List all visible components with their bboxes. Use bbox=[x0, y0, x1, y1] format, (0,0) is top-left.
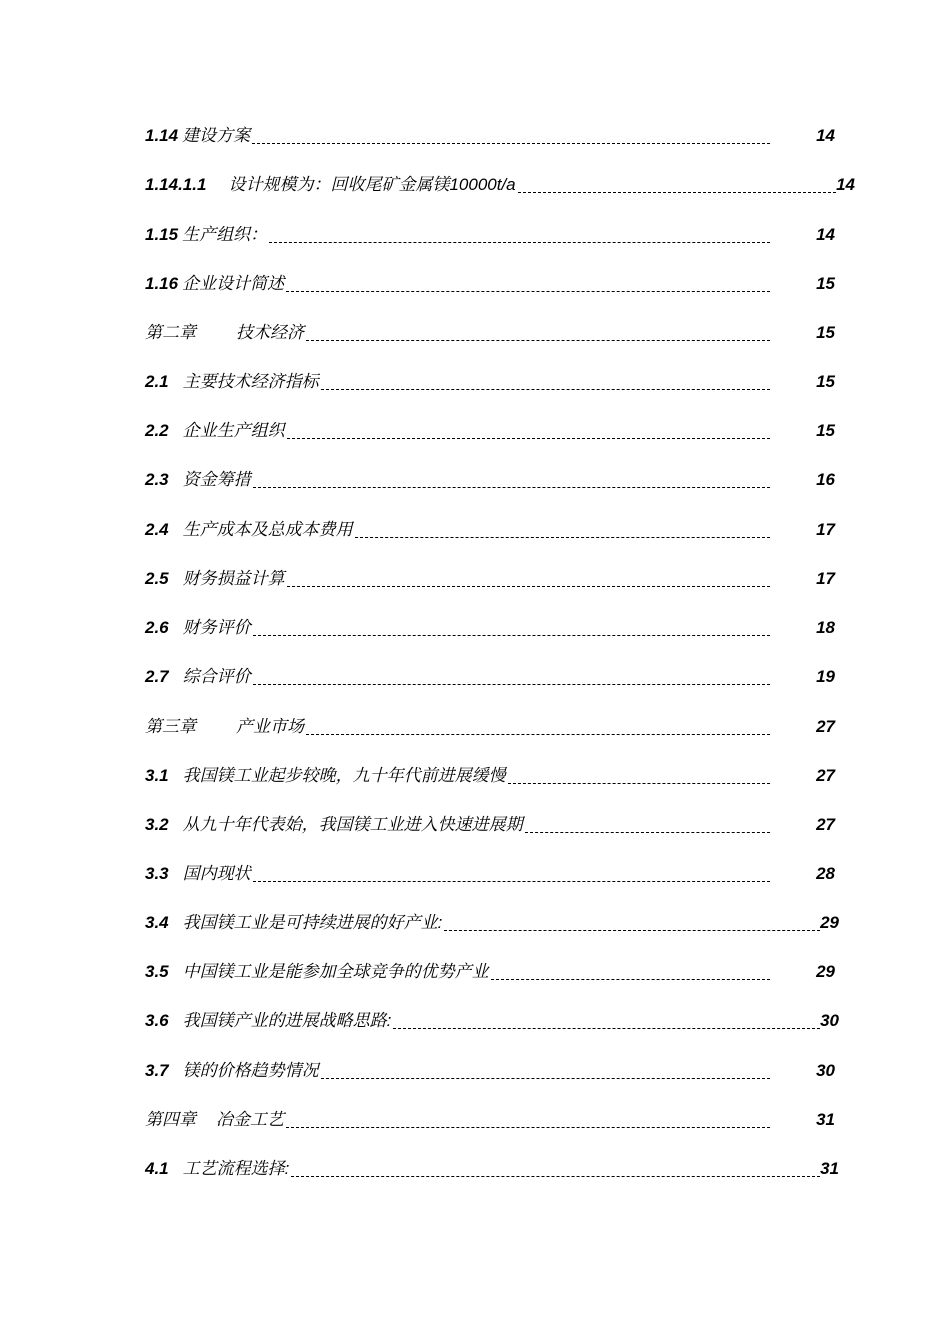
toc-leader bbox=[306, 340, 770, 341]
toc-entry-page: 27 bbox=[816, 815, 835, 834]
toc-entry[interactable] bbox=[145, 564, 835, 594]
toc-entry-page: 29 bbox=[816, 962, 835, 981]
toc-entry-title: 中国镁工业是能参加全球竞争的优势产业 bbox=[182, 962, 489, 981]
toc-chapter-number: 第三章 bbox=[145, 717, 196, 736]
toc-entry-title: 从九十年代表始，我国镁工业进入快速进展期 bbox=[182, 815, 523, 834]
toc-entry[interactable] bbox=[145, 170, 855, 200]
toc-entry[interactable] bbox=[145, 859, 835, 889]
toc-entry-number: 3.7 bbox=[145, 1061, 169, 1080]
toc-entry-title: 生产成本及总成本费用 bbox=[182, 520, 353, 539]
toc-leader bbox=[286, 291, 770, 292]
toc-leader bbox=[518, 192, 836, 193]
toc-entry[interactable] bbox=[145, 465, 835, 495]
toc-entry-page: 16 bbox=[816, 470, 835, 489]
toc-entry-page: 19 bbox=[816, 667, 835, 686]
toc-entry-number: 2.6 bbox=[145, 618, 169, 637]
toc-entry-title: 技术经济 bbox=[236, 323, 304, 342]
toc-entry-number: 2.5 bbox=[145, 569, 169, 588]
toc-entry-number: 3.1 bbox=[145, 766, 169, 785]
toc-entry-title: 主要技术经济指标 bbox=[182, 372, 319, 391]
toc-entry[interactable] bbox=[145, 220, 835, 250]
toc-entry-number: 2.2 bbox=[145, 421, 169, 440]
toc-entry-title: 我国镁工业是可持续进展的好产业: bbox=[182, 913, 443, 932]
toc-entry[interactable] bbox=[145, 908, 839, 938]
toc-entry-page: 28 bbox=[816, 864, 835, 883]
toc-entry-page: 15 bbox=[816, 421, 835, 440]
toc-entry-page: 31 bbox=[820, 1159, 839, 1178]
toc-entry-number: 3.2 bbox=[145, 815, 169, 834]
toc-entry-title: 财务评价 bbox=[182, 618, 251, 637]
toc-entry[interactable] bbox=[145, 269, 835, 299]
toc-entry-title: 企业生产组织 bbox=[182, 421, 285, 440]
toc-entry-page: 14 bbox=[836, 175, 855, 194]
toc-entry-page: 17 bbox=[816, 569, 835, 588]
toc-entry-page: 30 bbox=[820, 1011, 839, 1030]
toc-entry-number: 2.4 bbox=[145, 520, 169, 539]
toc-leader bbox=[393, 1028, 820, 1029]
toc-leader bbox=[253, 635, 770, 636]
toc-entry-title: 建设方案 bbox=[182, 126, 251, 145]
toc-leader bbox=[306, 734, 770, 735]
toc-leader bbox=[269, 242, 770, 243]
toc-entry-number: 2.7 bbox=[145, 667, 169, 686]
toc-entry-page: 14 bbox=[816, 126, 835, 145]
toc-entry-page: 15 bbox=[816, 372, 835, 391]
toc-entry-title: 综合评价 bbox=[182, 667, 251, 686]
toc-entry-number: 2.1 bbox=[145, 372, 169, 391]
toc-entry-title: 镁的价格趋势情况 bbox=[182, 1061, 319, 1080]
toc-chapter-number: 第二章 bbox=[145, 323, 196, 342]
toc-entry-number: 1.14 bbox=[145, 126, 179, 145]
toc-entry-page: 27 bbox=[816, 717, 835, 736]
toc-entry[interactable] bbox=[145, 515, 835, 545]
toc-leader bbox=[253, 684, 770, 685]
toc-entry-title: 资金筹措 bbox=[182, 470, 251, 489]
toc-entry-title: 我国镁工业起步较晚，九十年代前进展缓慢 bbox=[182, 766, 506, 785]
toc-entry-page: 17 bbox=[816, 520, 835, 539]
toc-chapter-entry[interactable] bbox=[145, 712, 835, 742]
toc-entry-title: 生产组织： bbox=[182, 225, 268, 244]
toc-entry[interactable] bbox=[145, 662, 835, 692]
toc-entry-number: 2.3 bbox=[145, 470, 169, 489]
toc-leader bbox=[291, 1176, 820, 1177]
toc-entry[interactable] bbox=[145, 1056, 835, 1086]
toc-entry-number: 1.15 bbox=[145, 225, 179, 244]
toc-chapter-entry[interactable] bbox=[145, 1105, 835, 1135]
toc-entry[interactable] bbox=[145, 121, 835, 151]
toc-entry-title: 工艺流程选择: bbox=[182, 1159, 290, 1178]
toc-entry-page: 15 bbox=[816, 323, 835, 342]
toc-entry-title: 我国镁产业的进展战略思路: bbox=[182, 1011, 392, 1030]
toc-entry[interactable] bbox=[145, 1154, 839, 1184]
toc-entry-page: 29 bbox=[820, 913, 839, 932]
toc-chapter-number: 第四章 bbox=[145, 1110, 196, 1129]
toc-leader bbox=[321, 389, 770, 390]
toc-entry-title: 国内现状 bbox=[182, 864, 251, 883]
toc-leader bbox=[287, 586, 770, 587]
toc-leader bbox=[355, 537, 770, 538]
toc-entry-number: 3.4 bbox=[145, 913, 169, 932]
toc-entry-number: 4.1 bbox=[145, 1159, 169, 1178]
toc-entry-title: 财务损益计算 bbox=[182, 569, 285, 588]
toc-entry[interactable] bbox=[145, 416, 835, 446]
toc-entry-number: 1.14.1.1 bbox=[145, 175, 207, 194]
toc-leader bbox=[525, 832, 770, 833]
toc-leader bbox=[252, 143, 770, 144]
toc-leader bbox=[286, 1127, 770, 1128]
toc-entry-page: 31 bbox=[816, 1110, 835, 1129]
toc-entry-number: 3.5 bbox=[145, 962, 169, 981]
toc-entry-page: 18 bbox=[816, 618, 835, 637]
toc-entry-title: 冶金工艺 bbox=[216, 1110, 284, 1129]
toc-entry-page: 30 bbox=[816, 1061, 835, 1080]
toc-leader bbox=[287, 438, 770, 439]
toc-leader bbox=[491, 979, 770, 980]
toc-entry[interactable] bbox=[145, 957, 835, 987]
toc-leader bbox=[444, 930, 820, 931]
toc-leader bbox=[508, 783, 770, 784]
toc-entry[interactable] bbox=[145, 1006, 839, 1036]
toc-leader bbox=[321, 1078, 770, 1079]
toc-entry-page: 15 bbox=[816, 274, 835, 293]
toc-entry-number: 1.16 bbox=[145, 274, 179, 293]
toc-entry[interactable] bbox=[145, 613, 835, 643]
toc-entry-number: 3.6 bbox=[145, 1011, 169, 1030]
toc-entry-title: 产业市场 bbox=[236, 717, 304, 736]
toc-entry-title: 企业设计简述 bbox=[182, 274, 285, 293]
toc-leader bbox=[253, 881, 770, 882]
toc-entry-page: 27 bbox=[816, 766, 835, 785]
toc-entry-page: 14 bbox=[816, 225, 835, 244]
toc-entry-number: 3.3 bbox=[145, 864, 169, 883]
toc-entry[interactable] bbox=[145, 367, 835, 397]
toc-entry[interactable] bbox=[145, 761, 835, 791]
toc-leader bbox=[253, 487, 770, 488]
toc-chapter-entry[interactable] bbox=[145, 318, 835, 348]
toc-entry[interactable] bbox=[145, 810, 835, 840]
toc-entry-title: 设计规模为：回收尾矿金属镁10000t/a bbox=[228, 175, 516, 194]
